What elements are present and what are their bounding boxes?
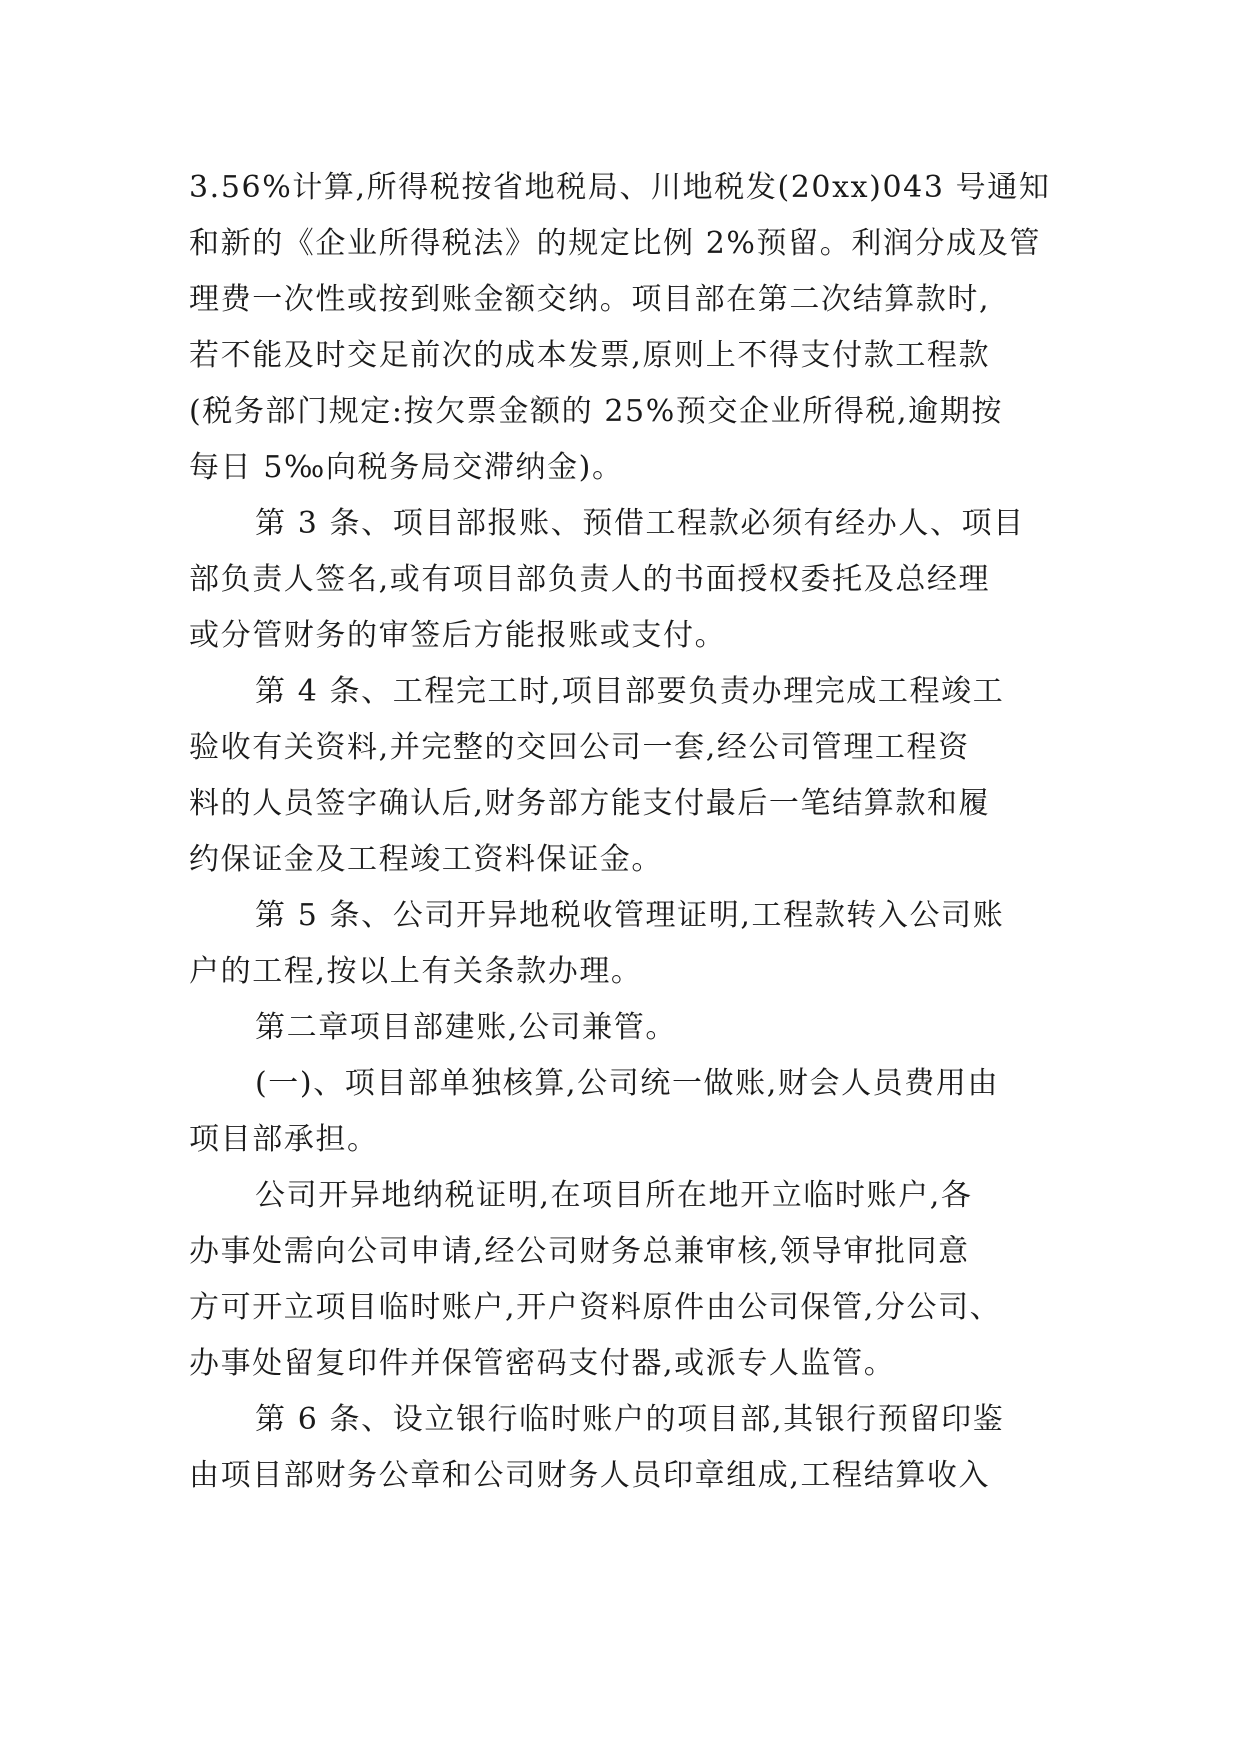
article-5-heading-line: 第 5 条、公司开异地税收管理证明,工程款转入公司账 [255, 898, 1005, 933]
text-line: 或分管财务的审签后方能报账或支付。 [189, 618, 727, 653]
text-line: 项目部承担。 [189, 1122, 379, 1157]
text-line: 料的人员签字确认后,财务部方能支付最后一笔结算款和履 [189, 786, 991, 821]
text-line: 理费一次性或按到账金额交纳。项目部在第二次结算款时, [189, 282, 991, 317]
document-body [189, 160, 1069, 1504]
text-line: 由项目部财务公章和公司财务人员印章组成,工程结算收入 [189, 1458, 991, 1493]
text-line: 方可开立项目临时账户,开户资料原件由公司保管,分公司、 [189, 1290, 1002, 1325]
text-line: 3.56%计算,所得税按省地税局、川地税发(20xx)043 号通知 [189, 170, 1051, 205]
paragraph-start-line: 公司开异地纳税证明,在项目所在地开立临时账户,各 [255, 1178, 973, 1213]
text-line: 部负责人签名,或有项目部负责人的书面授权委托及总经理 [189, 562, 991, 597]
article-4-heading-line: 第 4 条、工程完工时,项目部要负责办理完成工程竣工 [255, 674, 1005, 709]
text-line: 验收有关资料,并完整的交回公司一套,经公司管理工程资 [189, 730, 970, 765]
text-line: 办事处需向公司申请,经公司财务总兼审核,领导审批同意 [189, 1234, 970, 1269]
article-3-heading-line: 第 3 条、项目部报账、预借工程款必须有经办人、项目 [255, 506, 1025, 541]
clause-1-heading-line: (一)、项目部单独核算,公司统一做账,财会人员费用由 [255, 1066, 1000, 1101]
text-line: 户的工程,按以上有关条款办理。 [189, 954, 643, 989]
text-line: 办事处留复印件并保管密码支付器,或派专人监管。 [189, 1346, 896, 1381]
text-line: 约保证金及工程竣工资料保证金。 [189, 842, 663, 877]
chapter-2-heading: 第二章项目部建账,公司兼管。 [255, 1010, 677, 1045]
text-line: 若不能及时交足前次的成本发票,原则上不得支付款工程款 [189, 338, 991, 373]
text-line: 和新的《企业所得税法》的规定比例 2%预留。利润分成及管 [189, 226, 1041, 261]
text-line: 每日 5‰向税务局交滞纳金)。 [189, 450, 624, 485]
article-6-heading-line: 第 6 条、设立银行临时账户的项目部,其银行预留印鉴 [255, 1402, 1005, 1437]
text-line: (税务部门规定:按欠票金额的 25%预交企业所得税,逾期按 [189, 394, 1003, 429]
